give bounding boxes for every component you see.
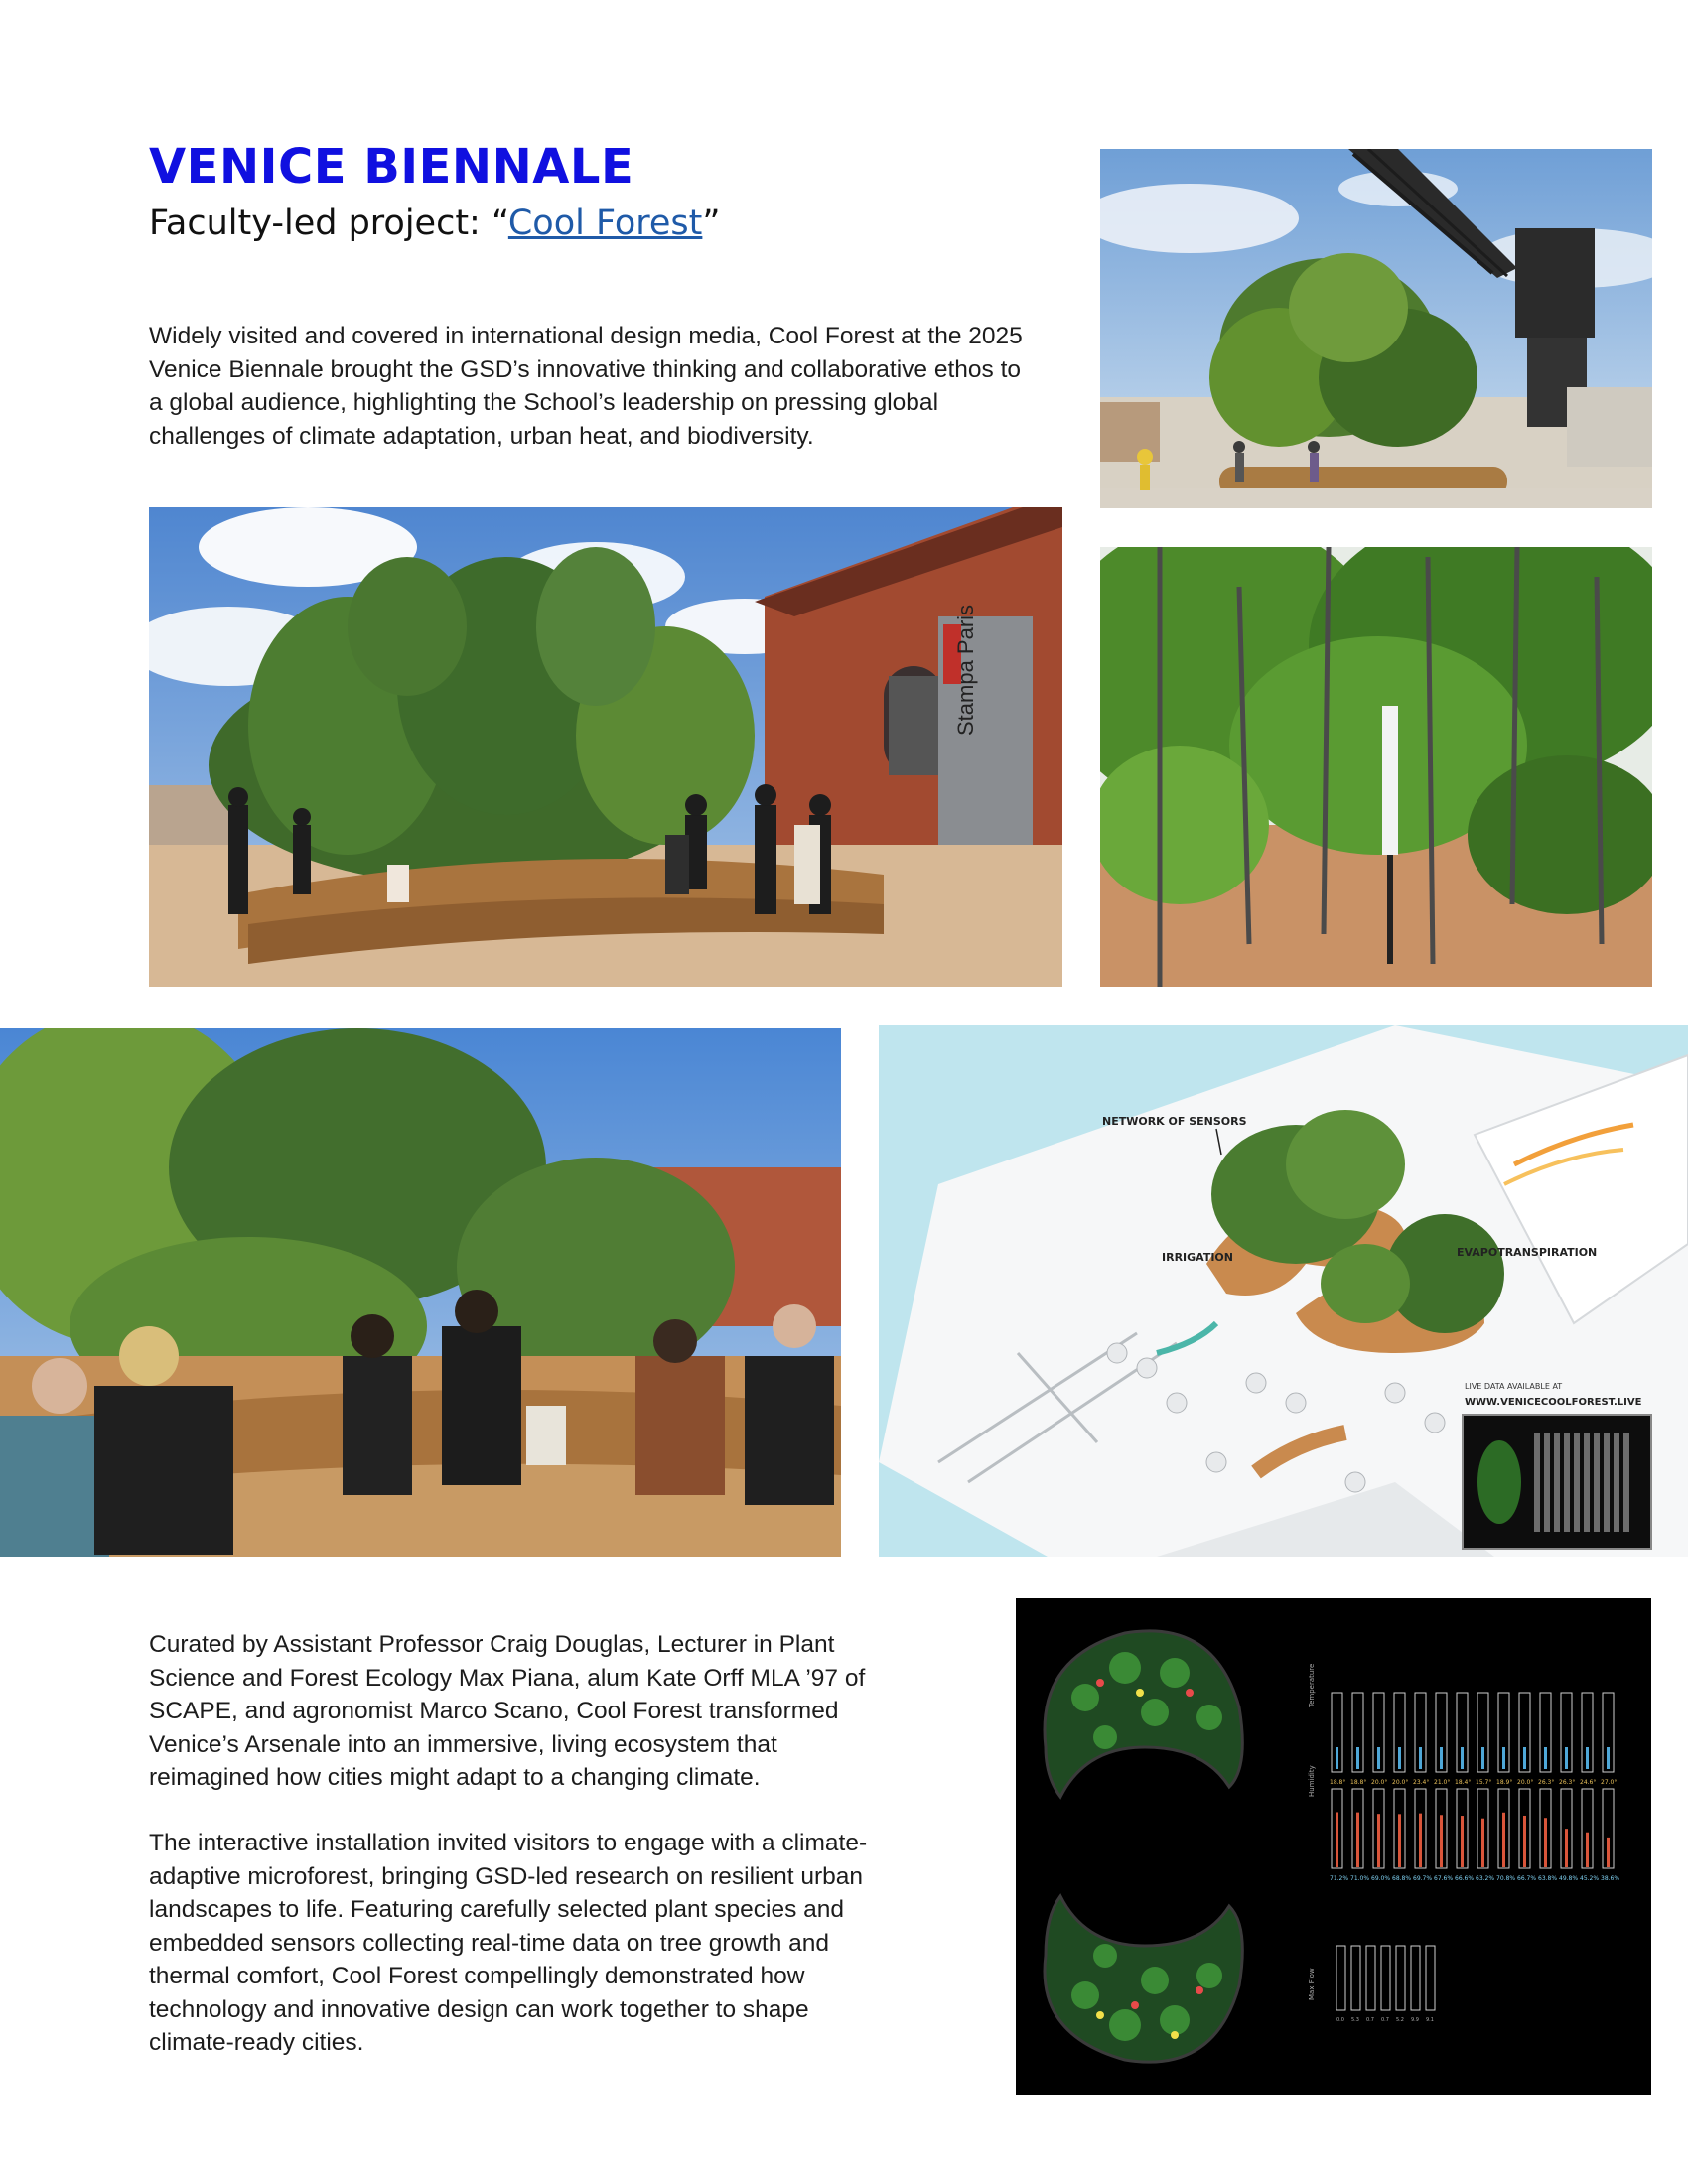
temperature-gauge-fill (1356, 1747, 1359, 1769)
temperature-gauge-fill (1481, 1747, 1484, 1769)
humidity-gauge-fill (1481, 1819, 1484, 1867)
humidity-value: 68.8% (1392, 1875, 1412, 1882)
humidity-value: 63.2% (1476, 1875, 1495, 1882)
humidity-value: 67.6% (1434, 1875, 1454, 1882)
body-paragraph-2: The interactive installation invited visitors to engage with a climate-adaptive microforest, bringing GSD-led research on resilient urban landscapes to life. Featuring carefully selected plant species and embedded sensors collecting real-time data on tree growth and thermal comfort, Cool Forest compellingly demonstrated how technology and innovative design can work together to shape climate-ready cities. (149, 1830, 868, 2056)
flow-value: 9.1 (1426, 2017, 1434, 2023)
flow-gauge (1366, 1946, 1375, 2010)
humidity-gauge-fill (1586, 1833, 1589, 1867)
temperature-value: 15.7° (1476, 1779, 1492, 1786)
humidity-gauge-fill (1377, 1814, 1380, 1867)
humidity-gauge-fill (1544, 1818, 1547, 1867)
temperature-value: 20.0° (1392, 1779, 1409, 1786)
temperature-value: 24.6° (1580, 1779, 1597, 1786)
humidity-gauge-fill (1607, 1838, 1610, 1867)
humidity-value: 69.7% (1413, 1875, 1433, 1882)
flow-gauge (1411, 1946, 1420, 2010)
flow-value: 9.9 (1411, 2017, 1419, 2023)
humidity-gauge-fill (1523, 1816, 1526, 1867)
flow-value: 5.3 (1351, 2017, 1359, 2023)
temperature-gauge-fill (1607, 1747, 1610, 1769)
row-label-humidity: Humidity (1308, 1765, 1316, 1797)
humidity-gauge-fill (1502, 1813, 1505, 1867)
flow-gauge (1351, 1946, 1360, 2010)
humidity-gauge-fill (1565, 1829, 1568, 1867)
intro-paragraph: Widely visited and covered in international design media, Cool Forest at the 2025 Venice Biennale brought the GSD’s innovative thinking and collaborative ethos to a global audience, highlighting the School’s leadership on pressing global challenges of climate adaptation, urban heat, and biodiversity. (149, 323, 1023, 450)
diagram-axonometric (879, 1025, 1688, 1557)
temperature-gauge-fill (1440, 1747, 1443, 1769)
humidity-value: 66.7% (1517, 1875, 1537, 1882)
humidity-gauge-fill (1461, 1816, 1464, 1867)
temperature-value: 27.0° (1601, 1779, 1618, 1786)
label-irrigation: IRRIGATION (1162, 1251, 1233, 1264)
label-network-of-sensors: NETWORK OF SENSORS (1102, 1115, 1247, 1128)
humidity-gauge-fill (1356, 1813, 1359, 1867)
humidity-value: 71.2% (1330, 1875, 1349, 1882)
temperature-gauge-fill (1502, 1747, 1505, 1769)
humidity-value: 66.6% (1455, 1875, 1475, 1882)
temperature-gauge-fill (1336, 1747, 1338, 1769)
humidity-gauge-fill (1336, 1812, 1338, 1867)
temperature-value: 18.8° (1350, 1779, 1367, 1786)
temperature-value: 20.0° (1371, 1779, 1388, 1786)
page-subtitle (149, 204, 721, 243)
temperature-value: 21.0° (1434, 1779, 1451, 1786)
humidity-value: 38.6% (1601, 1875, 1620, 1882)
temperature-gauge-fill (1461, 1747, 1464, 1769)
humidity-value: 69.0% (1371, 1875, 1391, 1882)
photo-crane-installation (1100, 149, 1652, 508)
temperature-gauge-fill (1565, 1747, 1568, 1769)
subtitle-suffix: ” (702, 204, 721, 243)
label-live-data-caption: LIVE DATA AVAILABLE AT (1465, 1382, 1563, 1391)
photo-forest-sensor (1100, 547, 1652, 987)
row-label-temperature: Temperature (1308, 1663, 1316, 1707)
body-paragraph-1: Curated by Assistant Professor Craig Douglas, Lecturer in Plant Science and Forest Ecology Max Piana, alum Kate Orff MLA ’97 of SCAPE, and agronomist Marco Scano, Cool Forest transformed Venice’s Arsenale into an immersive, living ecosystem that reimagined how cities might adapt to a changing climate. (149, 1631, 866, 1791)
temperature-gauge-fill (1523, 1747, 1526, 1769)
flow-value: 0.7 (1381, 2017, 1389, 2023)
temperature-gauge-fill (1377, 1747, 1380, 1769)
page-title: VENICE BIENNALE (149, 139, 634, 195)
temperature-gauge-fill (1419, 1747, 1422, 1769)
row-label-max-flow: Max Flow (1308, 1968, 1316, 2000)
label-evapotranspiration: EVAPOTRANSPIRATION (1457, 1246, 1598, 1259)
temperature-value: 26.3° (1559, 1779, 1576, 1786)
temperature-value: 18.9° (1496, 1779, 1513, 1786)
humidity-gauge-fill (1398, 1814, 1401, 1867)
temperature-value: 18.8° (1330, 1779, 1346, 1786)
temperature-value: 18.4° (1455, 1779, 1472, 1786)
flow-gauge (1396, 1946, 1405, 2010)
temperature-value: 26.3° (1538, 1779, 1555, 1786)
humidity-value: 71.0% (1350, 1875, 1370, 1882)
flow-gauge (1381, 1946, 1390, 2010)
humidity-value: 45.2% (1580, 1875, 1600, 1882)
temperature-value: 23.4° (1413, 1779, 1430, 1786)
temperature-gauge-fill (1586, 1747, 1589, 1769)
cool-forest-link[interactable]: Cool Forest (507, 204, 703, 243)
stampa-sign-text: Stampa Paris (953, 604, 978, 736)
humidity-value: 70.8% (1496, 1875, 1516, 1882)
photo-installation-visitors (149, 507, 1062, 987)
flow-value: 0.7 (1366, 2017, 1374, 2023)
humidity-value: 49.8% (1559, 1875, 1579, 1882)
flow-value: 5.2 (1396, 2017, 1404, 2023)
flow-value: 0.0 (1336, 2017, 1344, 2023)
temperature-gauge-fill (1544, 1747, 1547, 1769)
subtitle-prefix: Faculty-led project: “ (149, 204, 508, 243)
flow-gauge (1336, 1946, 1345, 2010)
flow-gauge (1426, 1946, 1435, 2010)
humidity-value: 63.8% (1538, 1875, 1558, 1882)
humidity-gauge-fill (1419, 1814, 1422, 1867)
label-live-url: WWW.VENICECOOLFOREST.LIVE (1465, 1397, 1642, 1408)
sensor-dashboard (1016, 1598, 1651, 2095)
temperature-value: 20.0° (1517, 1779, 1534, 1786)
photo-visitors-seated (0, 1028, 841, 1557)
temperature-gauge-fill (1398, 1747, 1401, 1769)
humidity-gauge-fill (1440, 1815, 1443, 1867)
